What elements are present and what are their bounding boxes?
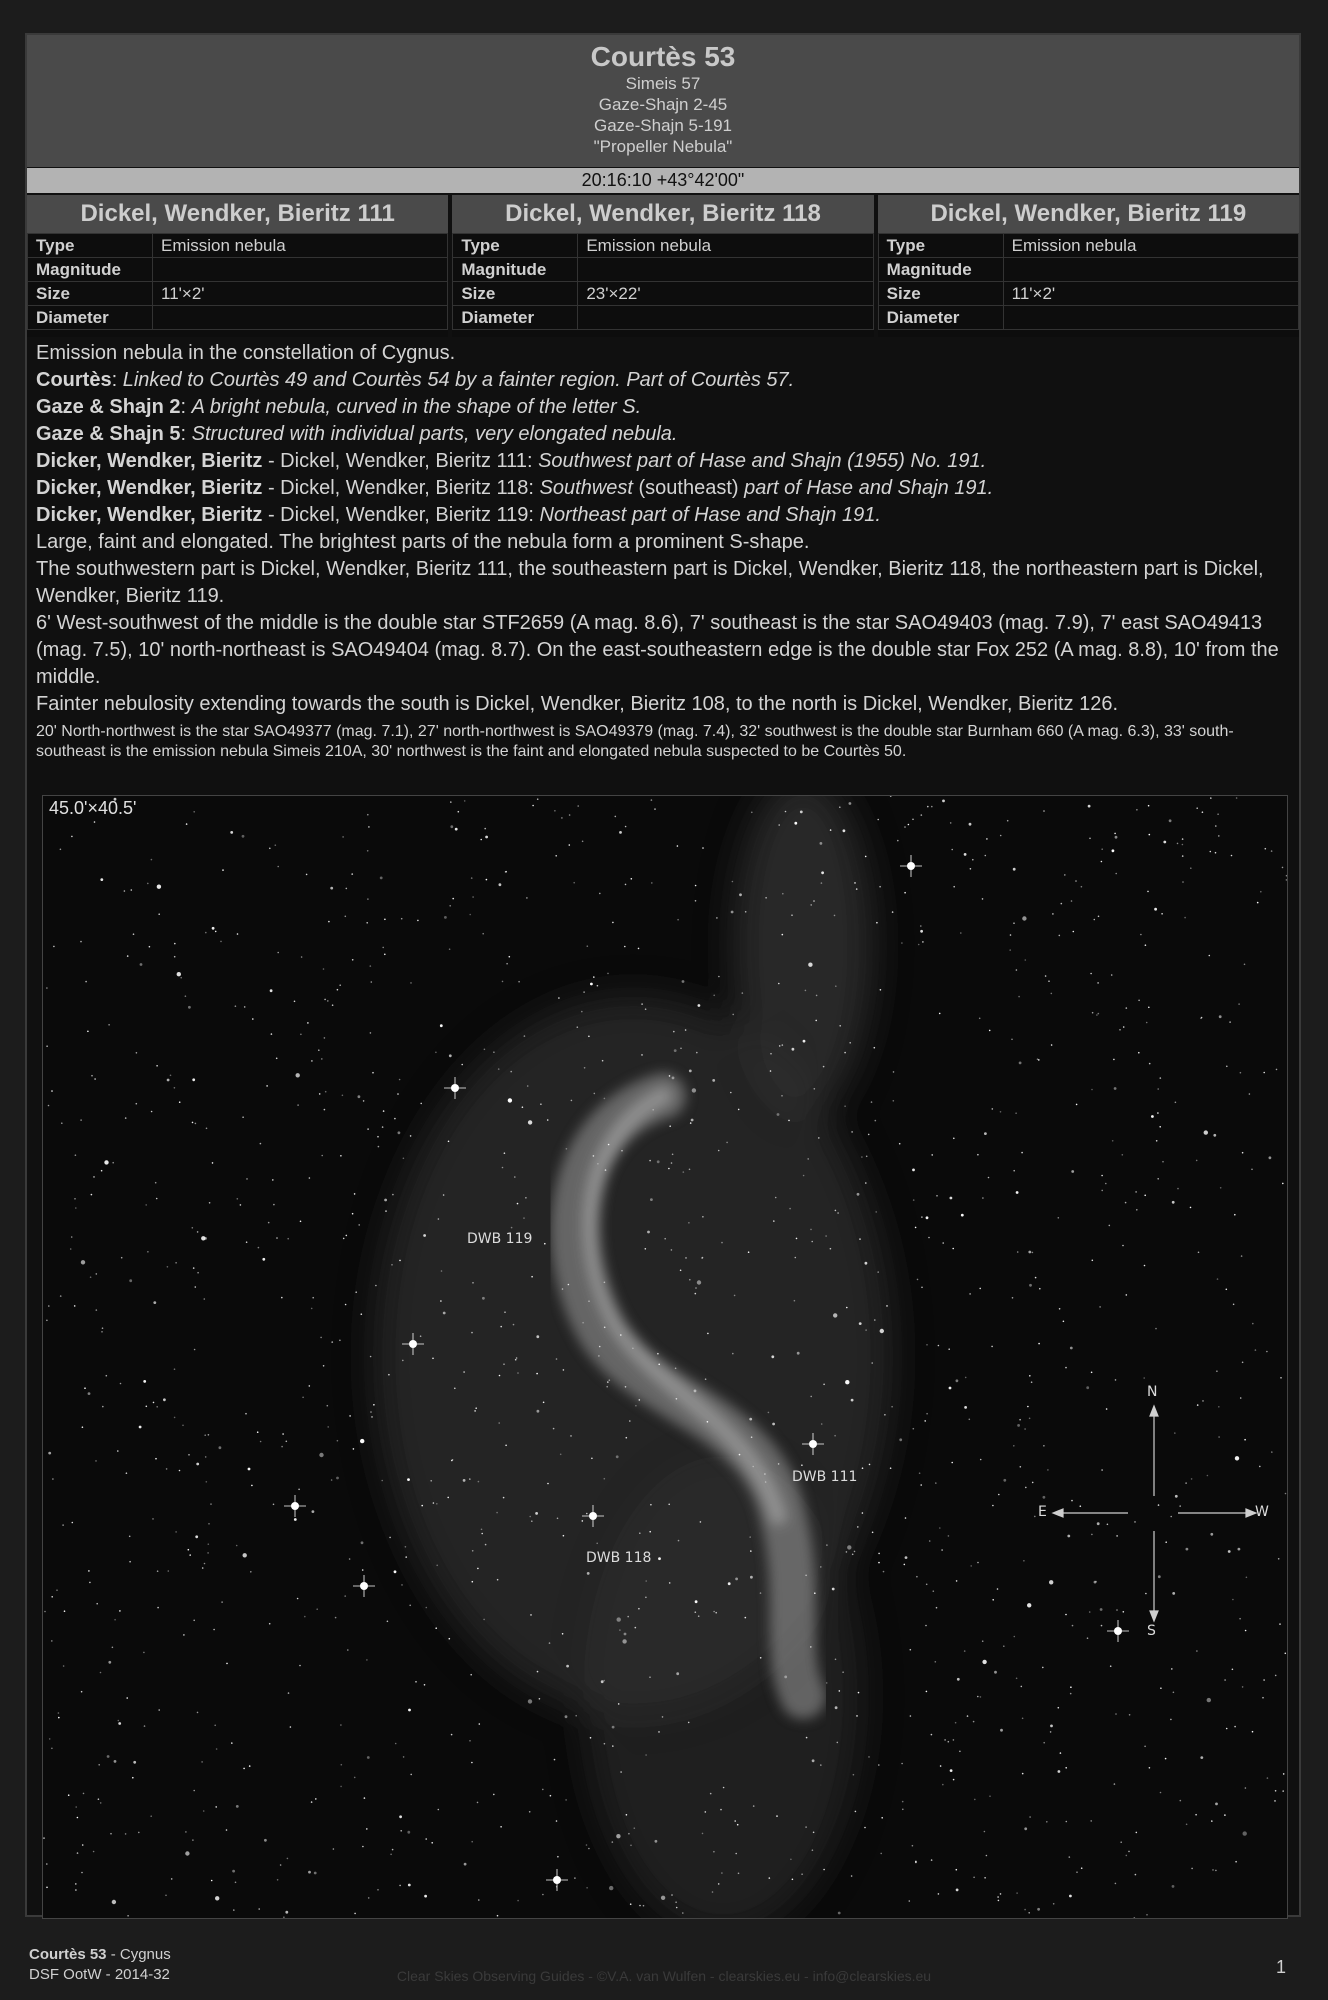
diameter-label: Diameter bbox=[878, 306, 1003, 330]
description-paragraph: 6' West-southwest of the middle is the double star STF2659 (A mag. 8.6), 7' southeast is the star SAO49403 (mag. 7.9), 7' east SAO49413 (mag. 7.5), 10' north-northeast is SAO49404 (mag. 8.7). On the east-southeastern edge is the double star Fox 252 (A mag. 8.8), 10' from the middle. bbox=[36, 612, 1279, 688]
label-dwb-119: DWB 119 bbox=[467, 1231, 533, 1247]
sky-photo bbox=[43, 796, 1287, 1918]
magnitude-value bbox=[578, 258, 873, 282]
compass-east: E bbox=[1038, 1504, 1047, 1520]
diameter-value bbox=[578, 306, 873, 330]
magnitude-label: Magnitude bbox=[878, 258, 1003, 282]
footer-series: DSF OotW - 2014-32 bbox=[29, 1966, 170, 1983]
object-column-1 bbox=[27, 195, 448, 337]
description-paragraph: Fainter nebulosity extending towards the south is Dickel, Wendker, Bieritz 108, to the north is Dickel, Wendker, Bieritz 126. bbox=[36, 693, 1119, 715]
label-dwb-118: DWB 118 bbox=[586, 1550, 652, 1566]
magnitude-value bbox=[153, 258, 448, 282]
alias-3: Gaze-Shajn 5-191 bbox=[594, 116, 732, 135]
size-label: Size bbox=[28, 282, 153, 306]
header-panel bbox=[27, 35, 1299, 167]
diameter-label: Diameter bbox=[453, 306, 578, 330]
object-title: Courtès 53 bbox=[590, 41, 736, 72]
field-of-view-label: 45.0'×40.5' bbox=[49, 798, 137, 818]
description-paragraph: The southwestern part is Dickel, Wendker, Bieritz 111, the southeastern part is Dickel, Wendker, Bieritz 118, the northeastern part is Dickel, Wendker, Bieritz 119. bbox=[36, 558, 1264, 607]
type-value: Emission nebula bbox=[1003, 234, 1298, 258]
object-name: Dickel, Wendker, Bieritz 119 bbox=[878, 195, 1299, 233]
footer-object: Courtès 53 bbox=[29, 1946, 107, 1963]
size-label: Size bbox=[453, 282, 578, 306]
size-value: 23'×22' bbox=[578, 282, 873, 306]
diameter-value bbox=[1003, 306, 1298, 330]
ref-courtes: Courtès: Linked to Courtès 49 and Courtès 54 by a fainter region. Part of Courtès 57. bbox=[36, 369, 795, 391]
magnitude-value bbox=[1003, 258, 1298, 282]
alias-2: Gaze-Shajn 2-45 bbox=[598, 95, 728, 114]
object-column-3 bbox=[878, 195, 1299, 337]
object-table bbox=[27, 233, 448, 330]
compass-south: S bbox=[1147, 1623, 1156, 1639]
alias-1: Simeis 57 bbox=[625, 74, 701, 93]
ref-dwb-119: Dicker, Wendker, Bieritz - Dickel, Wendker, Bieritz 119: Northeast part of Hase and Shajn 191. bbox=[36, 504, 881, 526]
type-value: Emission nebula bbox=[578, 234, 873, 258]
object-columns bbox=[27, 195, 1299, 337]
diameter-value bbox=[153, 306, 448, 330]
object-name: Dickel, Wendker, Bieritz 118 bbox=[452, 195, 873, 233]
coordinates-bar: 20:16:10 +43°42'00" bbox=[27, 168, 1299, 193]
type-value: Emission nebula bbox=[153, 234, 448, 258]
size-value: 11'×2' bbox=[1003, 282, 1298, 306]
footer-credits: Clear Skies Observing Guides - ©V.A. van Wulfen - clearskies.eu - info@clearskies.eu bbox=[396, 1968, 932, 1984]
object-table bbox=[452, 233, 873, 330]
diameter-label: Diameter bbox=[28, 306, 153, 330]
star-field-image bbox=[42, 795, 1288, 1919]
description-paragraph: Large, faint and elongated. The brightest parts of the nebula form a prominent S-shape. bbox=[36, 531, 810, 553]
type-label: Type bbox=[878, 234, 1003, 258]
type-label: Type bbox=[453, 234, 578, 258]
compass-west: W bbox=[1255, 1504, 1269, 1520]
object-name: Dickel, Wendker, Bieritz 111 bbox=[27, 195, 448, 233]
ref-gaze-shajn-5: Gaze & Shajn 5: Structured with individual parts, very elongated nebula. bbox=[36, 423, 678, 445]
intro-text: Emission nebula in the constellation of Cygnus. bbox=[36, 342, 456, 364]
ref-dwb-111: Dicker, Wendker, Bieritz - Dickel, Wendker, Bieritz 111: Southwest part of Hase and Shajn (1955) No. 191. bbox=[36, 450, 987, 472]
magnitude-label: Magnitude bbox=[28, 258, 153, 282]
size-value: 11'×2' bbox=[153, 282, 448, 306]
alias-4: "Propeller Nebula" bbox=[593, 137, 733, 156]
object-column-2 bbox=[452, 195, 873, 337]
surroundings-note: 20' North-northwest is the star SAO49377 (mag. 7.1), 27' north-northwest is SAO49379 (mag. 7.4), 32' southwest is the double star Burnham 660 (A mag. 6.3), 33' south-southeast is the emission nebula Simeis 210A, 30' northwest is the faint and elongated nebula suspected to be Courtès 50. bbox=[36, 723, 1234, 760]
description bbox=[36, 340, 1294, 762]
label-dwb-111: DWB 111 bbox=[792, 1469, 858, 1485]
footer-constellation: - Cygnus bbox=[106, 1946, 171, 1963]
ref-dwb-118: Dicker, Wendker, Bieritz - Dickel, Wendker, Bieritz 118: Southwest (southeast) part of Hase and Shajn 191. bbox=[36, 477, 994, 499]
ref-gaze-shajn-2: Gaze & Shajn 2: A bright nebula, curved in the shape of the letter S. bbox=[36, 396, 642, 418]
page-number: 1 bbox=[1275, 1957, 1286, 1977]
compass-north: N bbox=[1147, 1384, 1158, 1400]
size-label: Size bbox=[878, 282, 1003, 306]
magnitude-label: Magnitude bbox=[453, 258, 578, 282]
type-label: Type bbox=[28, 234, 153, 258]
object-table bbox=[878, 233, 1299, 330]
